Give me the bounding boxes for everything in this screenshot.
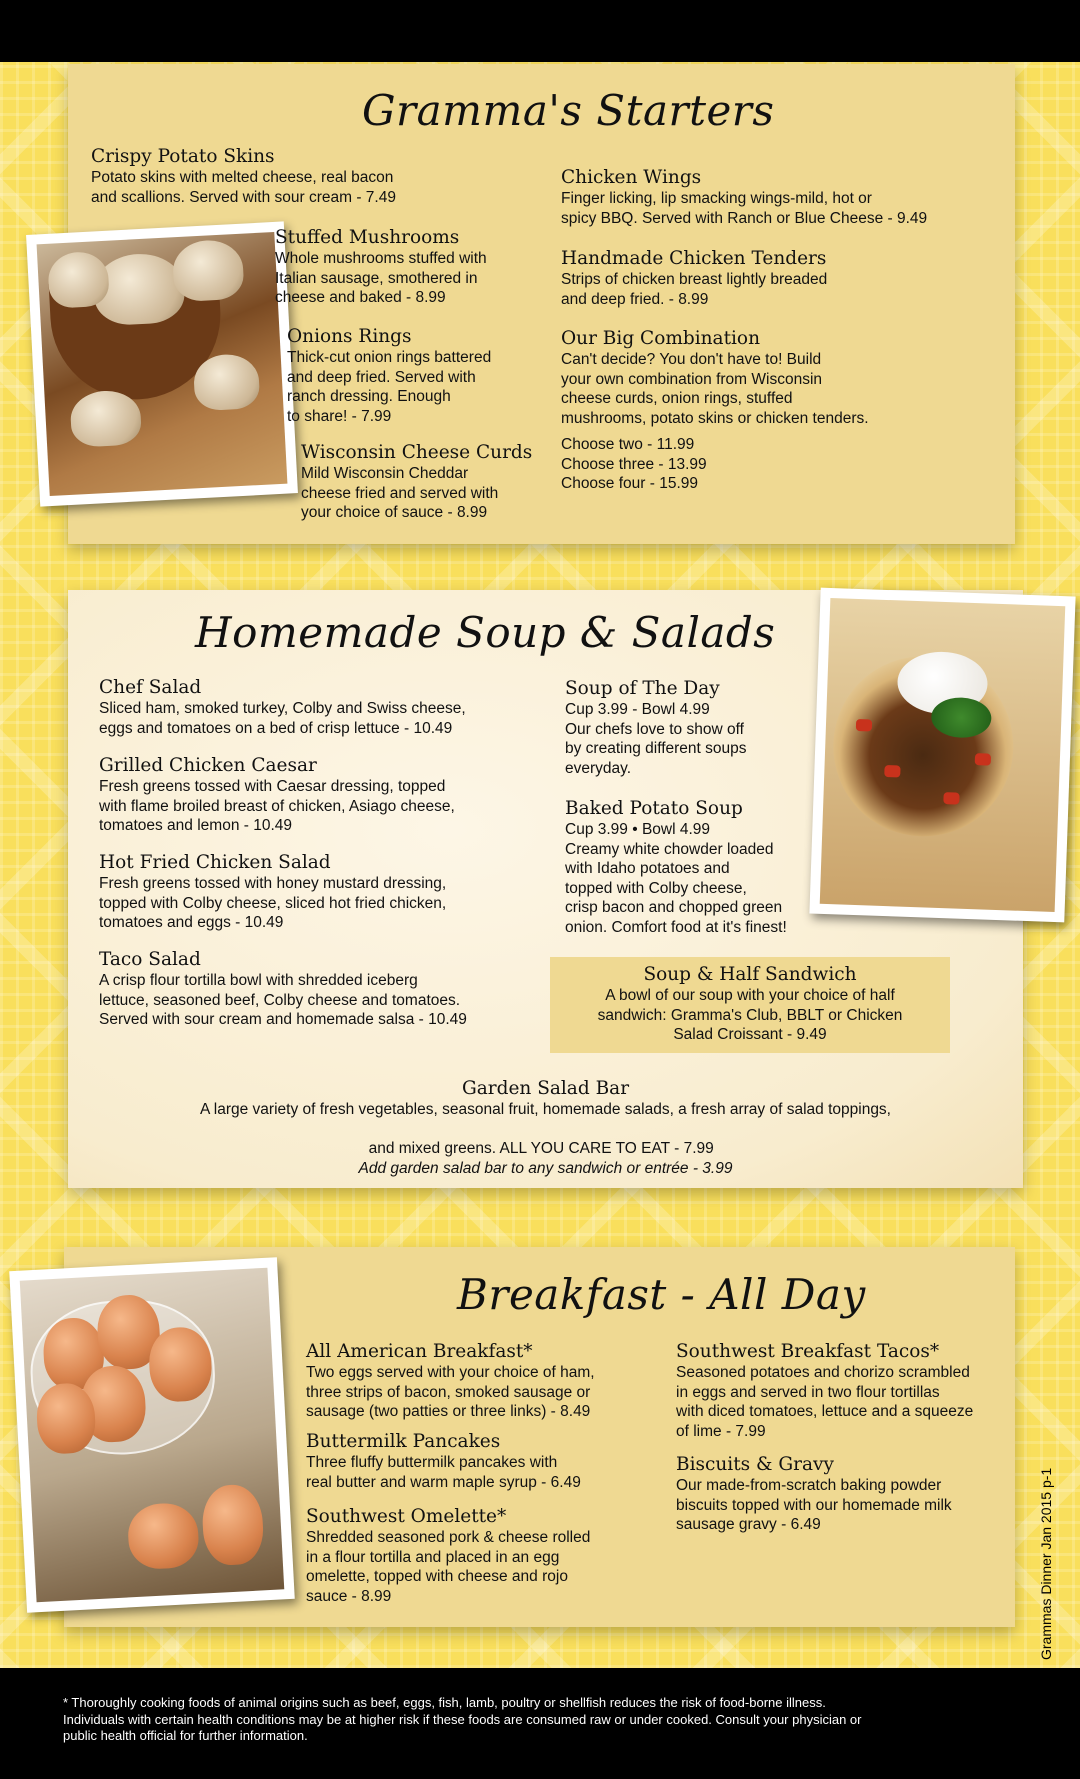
item-description: Strips of chicken breast lightly breaded and deep fried. - 8.99: [561, 271, 828, 308]
menu-item-garden-salad-bar: [68, 1078, 1023, 1178]
menu-item-all-american-breakfast: [306, 1341, 595, 1422]
menu-item-hot-fried-chicken-salad: [99, 852, 446, 933]
menu-item-soup-of-the-day: [565, 678, 747, 778]
item-description: Potato skins with melted cheese, real bacon and scallions. Served with sour cream - 7.49: [91, 169, 396, 206]
menu-item-big-combination: [561, 328, 869, 494]
item-description: A bowl of our soup with your choice of half sandwich: Gramma's Club, BBLT or Chicken Salad Croissant - 9.49: [597, 987, 903, 1043]
item-description: Three fluffy buttermilk pancakes with real butter and warm maple syrup - 6.49: [306, 1454, 581, 1491]
item-name: Crispy Potato Skins: [91, 146, 275, 167]
item-name: All American Breakfast*: [306, 1341, 533, 1362]
item-name: Biscuits & Gravy: [676, 1454, 834, 1475]
item-name: Chicken Wings: [561, 167, 702, 188]
menu-item-chicken-wings: [561, 167, 927, 228]
item-name: Buttermilk Pancakes: [306, 1431, 501, 1452]
menu-item-stuffed-mushrooms: [275, 227, 487, 308]
footer-disclaimer: * Thoroughly cooking foods of animal origins such as beef, eggs, fish, lamb, poultry or shellfish reduces the risk of food-borne illness. Individuals with certain health conditions may be at higher risk if these foods are consumed raw or under cooked. Consult your physician or public health official for further information.: [63, 1695, 862, 1743]
menu-item-southwest-breakfast-tacos: [676, 1341, 973, 1441]
item-name: Southwest Breakfast Tacos*: [676, 1341, 940, 1362]
item-description: Fresh greens tossed with honey mustard dressing, topped with Colby cheese, sliced hot fried chicken, tomatoes and eggs - 10.49: [99, 875, 447, 931]
breakfast-title: Breakfast - All Day: [457, 1270, 866, 1319]
item-name: Chef Salad: [99, 677, 202, 698]
item-name: Soup & Half Sandwich: [643, 964, 857, 985]
item-name: Wisconsin Cheese Curds: [301, 442, 533, 463]
item-name: Garden Salad Bar: [461, 1078, 630, 1099]
item-name: Southwest Omelette*: [306, 1506, 507, 1527]
item-description-line1: A large variety of fresh vegetables, seasonal fruit, homemade salads, a fresh array of salad toppings,: [200, 1101, 891, 1118]
item-name: Stuffed Mushrooms: [275, 227, 460, 248]
combo-choices: Choose two - 11.99 Choose three - 13.99 Choose four - 15.99: [561, 436, 707, 492]
menu-item-chicken-caesar: [99, 755, 455, 836]
salad-bar-addon: Add garden salad bar to any sandwich or entrée - 3.99: [358, 1159, 733, 1177]
menu-item-chicken-tenders: [561, 248, 827, 309]
item-description: Sliced ham, smoked turkey, Colby and Swiss cheese, eggs and tomatoes on a bed of crisp lettuce - 10.49: [99, 700, 466, 737]
item-description: Cup 3.99 • Bowl 4.99 Creamy white chowder loaded with Idaho potatoes and topped with Colby cheese, crisp bacon and chopped green onion. Comfort food at it's finest!: [565, 821, 787, 936]
item-description-line2: [68, 1120, 1023, 1179]
eggs-photo: [9, 1257, 295, 1613]
item-name: Onions Rings: [287, 326, 412, 347]
taco-salad-photo: [809, 588, 1075, 923]
menu-item-soup-half-sandwich: [550, 964, 950, 1045]
menu-item-onion-rings: [287, 326, 491, 426]
item-name: Baked Potato Soup: [565, 798, 743, 819]
item-name: Our Big Combination: [561, 328, 760, 349]
item-description: A crisp flour tortilla bowl with shredded iceberg lettuce, seasoned beef, Colby cheese and tomatoes. Served with sour cream and homemade salsa - 10.49: [99, 972, 467, 1028]
item-name: Hot Fried Chicken Salad: [99, 852, 331, 873]
item-name: Soup of The Day: [565, 678, 720, 699]
item-description: Fresh greens tossed with Caesar dressing, topped with flame broiled breast of chicken, Asiago cheese, tomatoes and lemon - 10.49: [99, 778, 455, 834]
starters-title: Gramma's Starters: [362, 86, 775, 135]
item-description: Cup 3.99 - Bowl 4.99 Our chefs love to show off by creating different soups everyday.: [565, 701, 747, 777]
item-description: Shredded seasoned pork & cheese rolled in a flour tortilla and placed in an egg omelette, topped with cheese and rojo sauce - 8.99: [306, 1529, 591, 1605]
item-description: Mild Wisconsin Cheddar cheese fried and served with your choice of sauce - 8.99: [301, 465, 499, 521]
item-description: Seasoned potatoes and chorizo scrambled in eggs and served in two flour tortillas with diced tomatoes, lettuce and a squeeze of lime - 7.99: [676, 1364, 974, 1440]
item-description: Can't decide? You don't have to! Build your own combination from Wisconsin cheese curds, onion rings, stuffed mushrooms, potato skins or chicken tenders.: [561, 351, 869, 427]
page-label: Grammas Dinner Jan 2015 p-1: [1038, 1467, 1054, 1660]
menu-item-potato-skins: [91, 146, 396, 207]
menu-item-southwest-omelette: [306, 1506, 590, 1606]
item-description: Thick-cut onion rings battered and deep fried. Served with ranch dressing. Enough to share! - 7.99: [287, 349, 492, 425]
salad-bar-price: and mixed greens. ALL YOU CARE TO EAT - 7.99: [368, 1140, 714, 1157]
menu-item-cheese-curds: [301, 442, 532, 523]
item-name: Grilled Chicken Caesar: [99, 755, 317, 776]
item-description: Whole mushrooms stuffed with Italian sausage, smothered in cheese and baked - 8.99: [275, 250, 487, 306]
item-description: Two eggs served with your choice of ham, three strips of bacon, smoked sausage or sausage (two patties or three links) - 8.49: [306, 1364, 595, 1420]
item-description: Finger licking, lip smacking wings-mild, hot or spicy BBQ. Served with Ranch or Blue Cheese - 9.49: [561, 190, 928, 227]
soup-salads-title: Homemade Soup & Salads: [195, 608, 776, 657]
mushrooms-photo: [26, 221, 298, 506]
menu-item-baked-potato-soup: [565, 798, 787, 937]
menu-item-buttermilk-pancakes: [306, 1431, 581, 1492]
item-name: Handmade Chicken Tenders: [561, 248, 827, 269]
menu-item-biscuits-gravy: [676, 1454, 952, 1535]
item-description: Our made-from-scratch baking powder biscuits topped with our homemade milk sausage gravy - 6.49: [676, 1477, 952, 1533]
item-name: Taco Salad: [99, 949, 201, 970]
menu-item-taco-salad: [99, 949, 467, 1030]
menu-item-chef-salad: [99, 677, 466, 738]
